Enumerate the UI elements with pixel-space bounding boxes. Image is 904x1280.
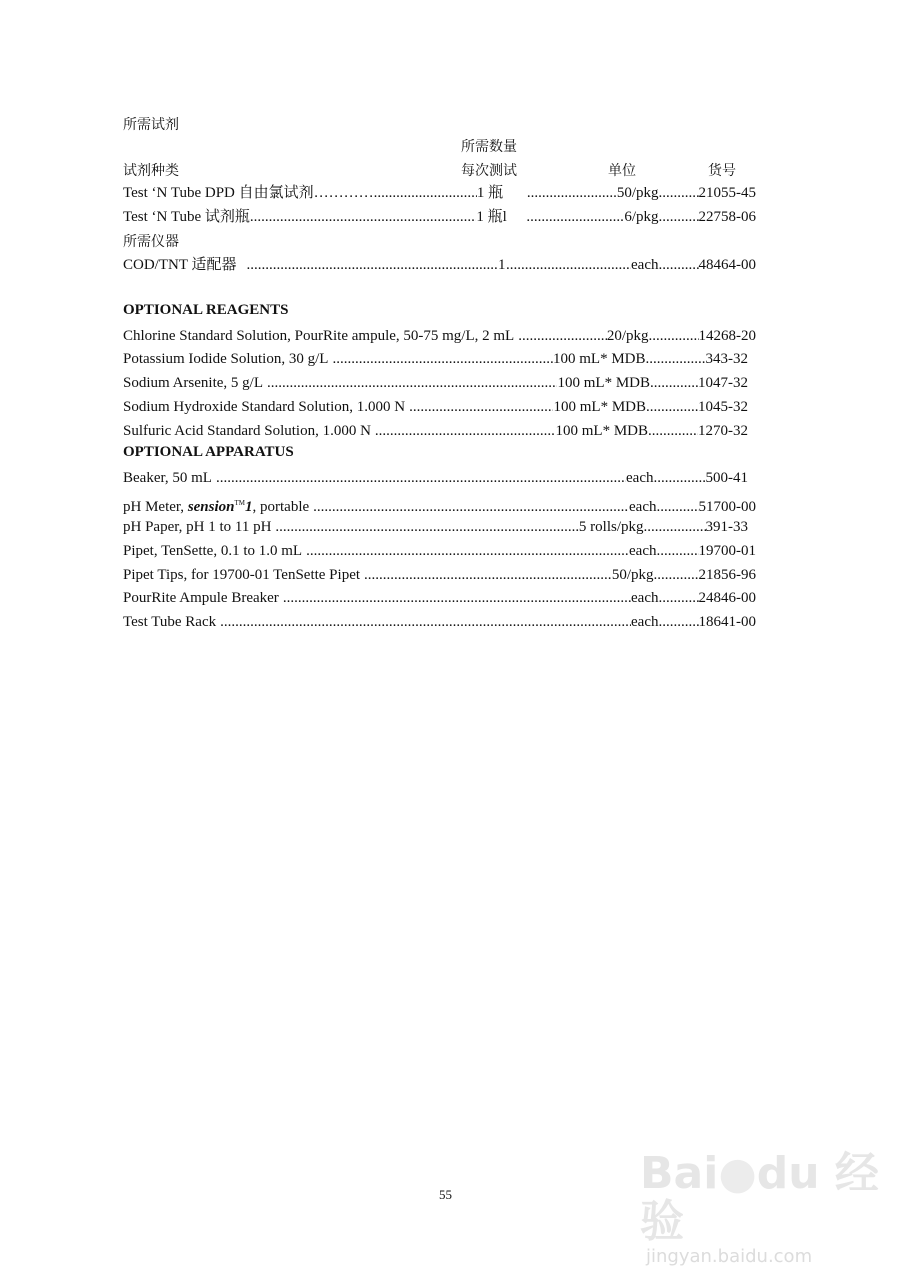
item-name: Sodium Arsenite, 5 g/L [123, 375, 263, 391]
item-name: Pipet, TenSette, 0.1 to 1.0 mL [123, 543, 303, 559]
item-unit: each [629, 499, 657, 515]
item-name: pH Paper, pH 1 to 11 pH [123, 519, 272, 535]
item-unit: 6/pkg [624, 209, 659, 225]
item-catalog: 1047-32 [698, 375, 748, 391]
item-catalog: 22758-06 [698, 209, 756, 225]
item-name: COD/TNT 适配器 [123, 257, 237, 273]
item-catalog: 1270-32 [698, 423, 748, 439]
section-heading-reagents: 所需试剂 [123, 117, 179, 133]
col-header-catalog: 货号 [708, 163, 736, 179]
item-qty: 1 [498, 257, 506, 273]
item-name: Beaker, 50 mL [123, 470, 212, 486]
item-name: Potassium Iodide Solution, 30 g/L [123, 351, 329, 367]
item-catalog: 391-33 [705, 519, 748, 535]
item-row [123, 326, 756, 346]
item-row [123, 373, 756, 393]
col-header-type: 试剂种类 [123, 163, 179, 179]
item-qty: 1 瓶 [476, 185, 504, 201]
item-name: PourRite Ampule Breaker [123, 590, 279, 606]
item-catalog: 19700-01 [698, 543, 756, 559]
page-number: 55 [439, 1187, 452, 1202]
item-unit: 100 mL* MDB [552, 351, 646, 367]
item-name: Pipet Tips, for 19700-01 TenSette Pipet [123, 567, 361, 583]
item-catalog: 343-32 [705, 351, 748, 367]
item-name: Test ‘N Tube 试剂瓶 [123, 209, 250, 225]
item-row [123, 421, 756, 441]
apparatus-row [123, 255, 756, 275]
item-row [123, 565, 756, 585]
item-catalog: 500-41 [705, 470, 748, 486]
item-catalog: 51700-00 [698, 499, 756, 515]
item-qty: 1 瓶l [476, 209, 507, 225]
item-unit: 100 mL* MDB [553, 399, 646, 415]
item-row [123, 517, 756, 537]
item-name: Sulfuric Acid Standard Solution, 1.000 N [123, 423, 371, 439]
col-header-unit: 单位 [608, 163, 636, 179]
item-unit: 100 mL* MDB [555, 423, 648, 439]
item-name: pH Meter, sension™1, portable [123, 499, 310, 515]
item-catalog: 21856-96 [698, 567, 756, 583]
item-unit: each [631, 590, 659, 606]
optional-reagents-heading: OPTIONAL REAGENTS [123, 302, 289, 318]
item-row [123, 349, 756, 369]
item-row [123, 541, 756, 561]
item-unit: 20/pkg [606, 328, 649, 344]
item-name: Test Tube Rack [123, 614, 217, 630]
item-catalog: 14268-20 [698, 328, 756, 344]
col-header-qty-2: 每次测试 [461, 163, 517, 179]
item-name: Chlorine Standard Solution, PourRite ampule, 50-75 mg/L, 2 mL [123, 328, 515, 344]
reagent-row [123, 183, 756, 203]
col-header-qty-1: 所需数量 [461, 139, 517, 155]
item-catalog: 48464-00 [698, 257, 756, 273]
item-row [123, 588, 756, 608]
reagent-row [123, 207, 756, 227]
item-row [123, 612, 756, 632]
item-unit: each [626, 470, 654, 486]
optional-apparatus-heading: OPTIONAL APPARATUS [123, 444, 294, 460]
item-row [123, 468, 756, 488]
item-unit: 50/pkg [616, 185, 659, 201]
item-name: Test ‘N Tube DPD 自由氯试剂………… [123, 185, 374, 201]
item-unit: 50/pkg [611, 567, 654, 583]
item-unit: each [629, 543, 657, 559]
section-heading-apparatus: 所需仪器 [123, 234, 179, 250]
item-name: Sodium Hydroxide Standard Solution, 1.000 N [123, 399, 406, 415]
item-catalog: 18641-00 [698, 614, 756, 630]
item-row [123, 397, 756, 417]
item-unit: 100 mL* MDB [557, 375, 650, 391]
item-unit: each [631, 614, 659, 630]
item-row [123, 493, 756, 513]
item-catalog: 24846-00 [698, 590, 756, 606]
item-unit: each [631, 257, 659, 273]
item-unit: 5 rolls/pkg [578, 519, 644, 535]
item-catalog: 21055-45 [698, 185, 756, 201]
item-catalog: 1045-32 [698, 399, 748, 415]
watermark-logo: Bai●du 经验 jingyan.baidu.com [640, 1148, 879, 1267]
